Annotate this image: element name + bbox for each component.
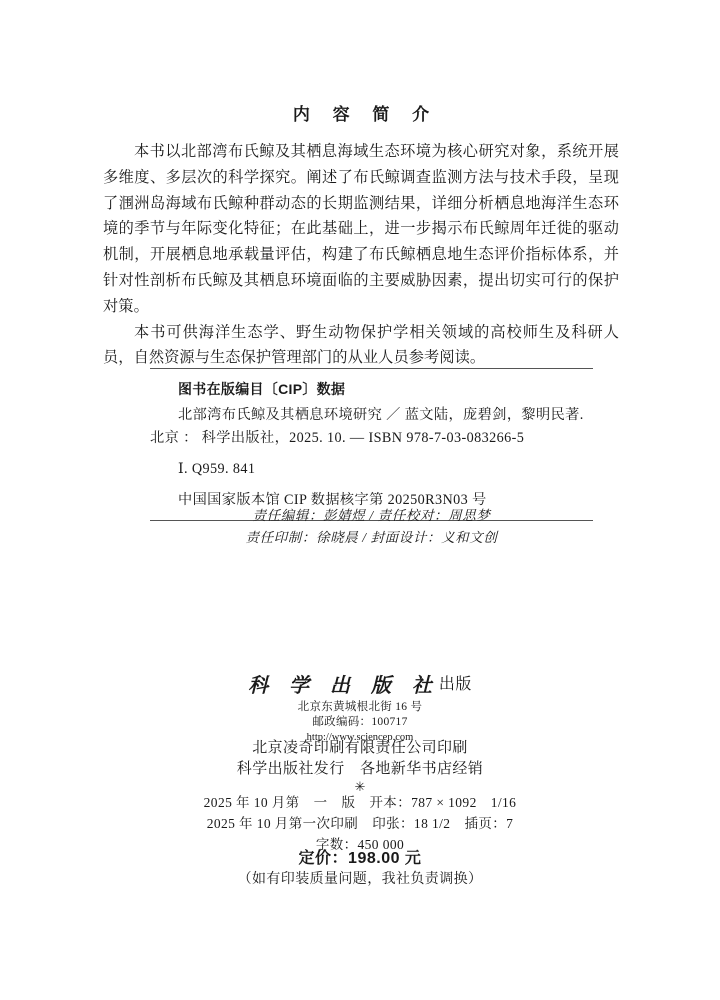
spec-edition-number: 一 xyxy=(313,795,328,810)
publisher-logo-name: 科 学 出 版 社 xyxy=(248,673,439,697)
cip-data-box xyxy=(150,368,593,521)
cip-title-author: 北部湾布氏鲸及其栖息环境研究 ／ 蓝文陆，庞碧剑，黎明民著. xyxy=(178,407,584,423)
publisher-address: 北京东黄城根北街 16 号 xyxy=(297,701,423,713)
production-credits xyxy=(150,505,593,549)
spec-edition-line xyxy=(0,792,720,813)
spec-print-date: 2025 年 10 月第一次印刷 xyxy=(206,816,359,831)
summary-paragraph-1: 本书以北部湾布氏鲸及其栖息海域生态环境为核心研究对象，系统开展多维度、多层次的科学探究。阐述了布氏鲸调查监测方法与技术手段，呈现了涠洲岛海域布氏鲸种群动态的长期监测结果，详细分析栖息地海洋生态环境的季节与年际变化特征；在此基础上，进一步揭示布氏鲸周年迁徙的驱动机制，开展栖息地承载量评估，构建了布氏鲸栖息地生态评价指标体系，并针对性剖析布氏鲸及其栖息环境面临的主要威胁因素，提出切实可行的保护对策。 xyxy=(103,143,619,315)
spec-inserts-value: 7 xyxy=(506,816,514,831)
cip-core-number: 中国国家版本馆 CIP 数据核字第 20250R3N03 号 xyxy=(178,492,487,508)
distribution-line: 科学出版社发行 各地新华书店经销 xyxy=(236,761,484,777)
price-label: 定价：198.00 元 xyxy=(298,850,422,867)
publisher-logo-suffix: 出版 xyxy=(438,676,472,693)
spec-sheets-label: 印张： xyxy=(372,816,414,831)
spec-format-fraction: 1/16 xyxy=(490,795,517,810)
content-summary-section xyxy=(103,100,619,371)
cip-heading: 图书在版编目〔CIP〕数据 xyxy=(178,381,346,397)
spec-format-value: 787 × 1092 xyxy=(411,795,477,810)
summary-paragraph-2: 本书可供海洋生态学、野生动物保护学相关领域的高校师生及科研人员，自然资源与生态保护管理部门的从业人员参考阅读。 xyxy=(103,323,619,367)
credits-printing-cover: 责任印制：徐晓晨 / 封面设计：义和文创 xyxy=(245,530,498,545)
spec-format-label: 开本： xyxy=(369,795,412,810)
publisher-postcode: 邮政编码：100717 xyxy=(312,716,408,728)
exchange-note: （如有印装质量问题，我社负责调换） xyxy=(237,872,483,887)
spec-print-line xyxy=(0,813,720,834)
printer-line: 北京凌奇印刷有限责任公司印刷 xyxy=(252,740,468,756)
publisher-block xyxy=(0,672,720,745)
credits-editor-proofreader: 责任编辑：彭婧煜 / 责任校对：周思梦 xyxy=(252,508,491,523)
page-title: 内 容 简 介 xyxy=(292,105,439,124)
spec-word-count: 字数：450 000 xyxy=(315,837,405,852)
separator-asterisk: ✳ xyxy=(354,779,366,794)
spec-sheets-value: 18 1/2 xyxy=(413,816,451,831)
cip-imprint: 北京 ： 科学出版社，2025. 10. — ISBN 978-7-03-083266-5 xyxy=(150,430,525,446)
spec-edition-word: 版 xyxy=(341,795,356,810)
spec-edition-date: 2025 年 10 月第 xyxy=(203,795,300,810)
spec-inserts-label: 插页： xyxy=(464,816,507,831)
publisher-website: http://www.sciencep.com xyxy=(306,732,414,743)
cip-classification: Ⅰ. Q959. 841 xyxy=(178,461,256,477)
publisher-logo-row xyxy=(0,672,720,698)
